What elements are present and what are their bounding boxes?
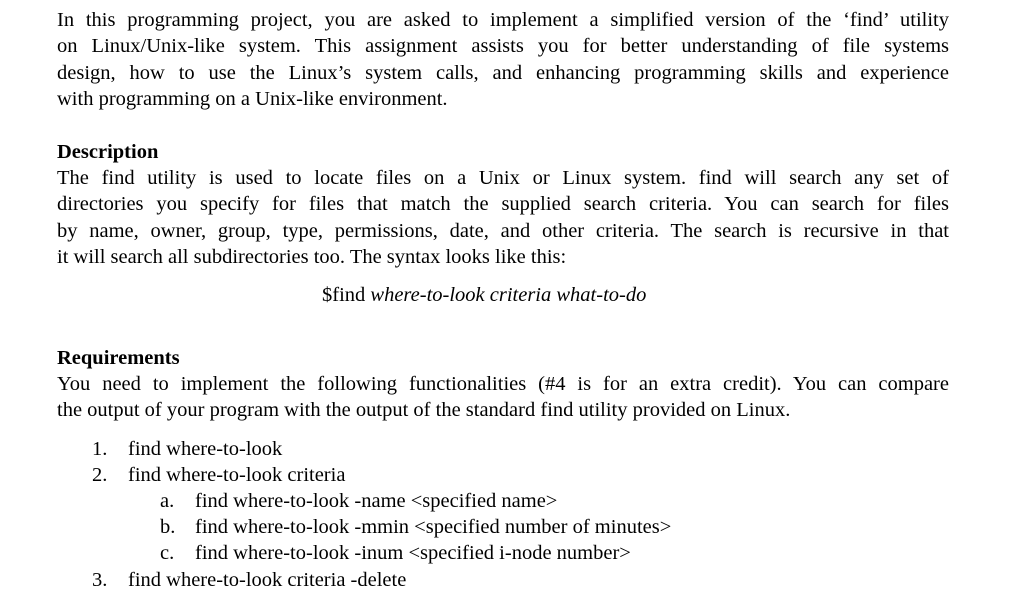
sub-list-marker: c. — [160, 542, 175, 564]
sub-list-item — [160, 540, 631, 566]
sub-list-item — [160, 488, 557, 514]
requirements-line: You need to implement the following functionalities (#4 is for an extra credit). You can compare — [57, 373, 949, 395]
sub-list-item-text: find where-to-look -inum <specified i-node number> — [195, 542, 631, 564]
sub-list-item — [160, 514, 671, 540]
description-heading: Description — [57, 141, 159, 163]
description-line: directories you specify for files that match the supplied search criteria. You can search for files — [57, 193, 949, 216]
list-marker: 3. — [92, 569, 108, 591]
sub-list-item-text: find where-to-look -name <specified name> — [195, 490, 558, 512]
sub-list-item-text: find where-to-look -mmin <specified number of minutes> — [195, 516, 672, 538]
description-line: by name, owner, group, type, permissions, date, and other criteria. The search is recursive in that — [57, 219, 949, 242]
sub-list-marker: a. — [160, 490, 175, 512]
requirements-line: the output of your program with the output of the standard find utility provided on Linux. — [57, 399, 791, 422]
list-item — [92, 462, 345, 488]
intro-paragraph — [57, 7, 949, 112]
list-item-text: find where-to-look — [128, 438, 283, 460]
requirements-paragraph — [57, 371, 949, 424]
intro-line: In this programming project, you are asked to implement a simplified version of the ‘find’ utility — [57, 9, 949, 31]
description-line: it will search all subdirectories too. The syntax looks like this: — [57, 245, 567, 268]
syntax-args: where-to-look criteria what-to-do — [370, 284, 647, 306]
list-marker: 2. — [92, 464, 108, 486]
intro-line: with programming on a Unix-like environment. — [57, 87, 448, 110]
syntax-line — [322, 282, 646, 308]
requirements-heading: Requirements — [57, 347, 180, 369]
syntax-command: $find — [322, 284, 371, 306]
list-marker: 1. — [92, 438, 108, 460]
list-item — [92, 567, 406, 593]
list-item — [92, 436, 282, 462]
sub-list-marker: b. — [160, 516, 176, 538]
list-item-text: find where-to-look criteria -delete — [128, 569, 407, 591]
intro-line: on Linux/Unix-like system. This assignment assists you for better understanding of file systems — [57, 35, 949, 58]
description-line: The find utility is used to locate files on a Unix or Linux system. find will search any set of — [57, 167, 949, 189]
description-paragraph — [57, 165, 949, 270]
intro-line: design, how to use the Linux’s system calls, and enhancing programming skills and experience — [57, 61, 949, 84]
list-item-text: find where-to-look criteria — [128, 464, 346, 486]
